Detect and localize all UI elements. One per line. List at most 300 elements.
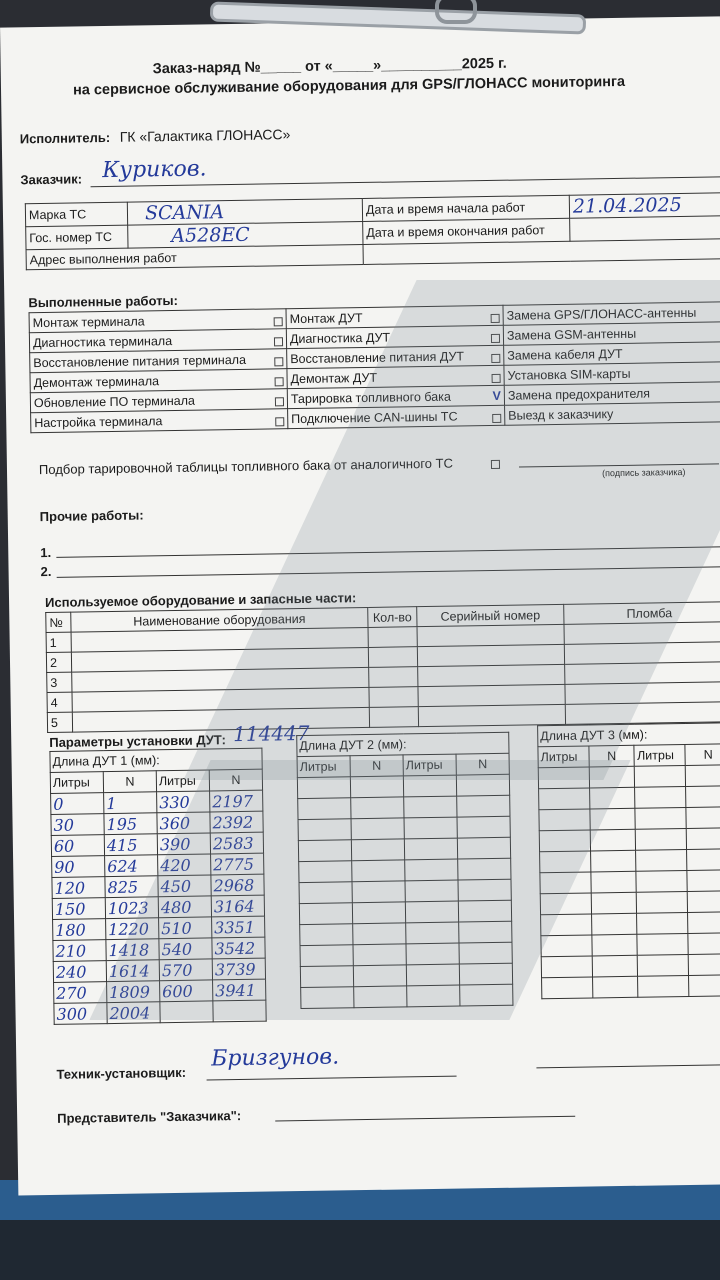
checkbox[interactable] bbox=[275, 377, 284, 386]
liters-header: Литры bbox=[634, 744, 685, 766]
n-header: N bbox=[456, 753, 509, 775]
work-label: Тарировка топливного бака bbox=[290, 389, 451, 406]
dut-empty-cell bbox=[406, 964, 459, 986]
plate-label: Гос. номер ТС bbox=[26, 225, 128, 250]
dut-empty-cell bbox=[637, 933, 688, 955]
dut1-cell bbox=[106, 918, 159, 940]
dut-empty-cell bbox=[541, 956, 592, 978]
dut1-cell bbox=[54, 982, 107, 1004]
equipment-cell bbox=[72, 707, 369, 732]
dut-empty-cell bbox=[635, 765, 686, 787]
work-label: Демонтаж терминала bbox=[33, 373, 160, 390]
dut-empty-cell bbox=[687, 828, 720, 850]
dut1-cell bbox=[158, 854, 211, 876]
dut-empty-cell bbox=[459, 963, 512, 985]
work-item bbox=[505, 402, 720, 426]
dut1-label: Длина ДУТ 1 (мм): bbox=[50, 748, 262, 772]
dut1-value: 3351 bbox=[214, 917, 256, 937]
dut1-value: 2968 bbox=[213, 875, 255, 895]
dut1-cell bbox=[211, 853, 264, 875]
dut1-value: 3739 bbox=[214, 959, 256, 979]
dut-empty-cell bbox=[457, 837, 510, 859]
dut-empty-cell bbox=[353, 965, 406, 987]
dut-empty-cell bbox=[457, 795, 510, 817]
dut1-value: 2197 bbox=[212, 791, 254, 811]
dut1-value: 415 bbox=[106, 835, 138, 855]
dut2-table bbox=[296, 732, 513, 1009]
checkbox[interactable] bbox=[491, 313, 500, 322]
representative-line bbox=[275, 1116, 575, 1122]
dut1-value: 330 bbox=[159, 792, 190, 812]
dut1-cell bbox=[212, 937, 265, 959]
dut-empty-cell bbox=[354, 986, 407, 1008]
dut1-value: 240 bbox=[55, 961, 87, 982]
work-label: Монтаж терминала bbox=[32, 313, 145, 330]
dut-empty-cell bbox=[298, 798, 351, 820]
work-label: Восстановление питания ДУТ bbox=[290, 348, 465, 366]
dut-serial: 114447 bbox=[232, 720, 310, 747]
dut1-value: 825 bbox=[107, 877, 139, 897]
dut-empty-cell bbox=[403, 775, 456, 797]
dut1-cell bbox=[210, 811, 263, 833]
dut-empty-cell bbox=[539, 830, 590, 852]
dut-empty-cell bbox=[352, 902, 405, 924]
dut1-cell bbox=[104, 834, 157, 856]
dut1-value: 195 bbox=[106, 814, 138, 834]
n-header: N bbox=[589, 745, 635, 767]
equipment-cell bbox=[565, 662, 720, 685]
row-number: 4 bbox=[47, 692, 72, 712]
dut1-cell bbox=[107, 1002, 160, 1024]
dut1-cell bbox=[104, 792, 157, 814]
row-number: 1 bbox=[46, 632, 71, 652]
dut1-value: 180 bbox=[55, 919, 86, 940]
equipment-cell bbox=[565, 702, 720, 725]
plate-value-text: A528EC bbox=[171, 223, 250, 247]
dut1-value: 90 bbox=[54, 857, 75, 877]
other-work-line-2 bbox=[57, 566, 720, 578]
work-label: Монтаж ДУТ bbox=[289, 310, 363, 326]
customer-label: Заказчик: bbox=[20, 171, 83, 188]
checkbox[interactable] bbox=[491, 333, 500, 342]
dut-empty-cell bbox=[688, 891, 720, 913]
dut-empty-cell bbox=[460, 984, 513, 1006]
dut-empty-cell bbox=[297, 777, 350, 799]
dut1-body bbox=[51, 790, 267, 1024]
dut-empty-cell bbox=[590, 829, 636, 851]
dut-empty-cell bbox=[458, 900, 511, 922]
checkbox[interactable] bbox=[274, 317, 283, 326]
dut1-cell bbox=[213, 979, 266, 1001]
dut-empty-cell bbox=[637, 912, 688, 934]
dut-empty-cell bbox=[406, 922, 459, 944]
address-label: Адрес выполнения работ bbox=[26, 244, 363, 269]
dut1-cell bbox=[157, 791, 210, 813]
dut3-label: Длина ДУТ 3 (мм): bbox=[538, 723, 720, 747]
dut-empty-cell bbox=[407, 985, 460, 1007]
dut1-row bbox=[54, 1000, 266, 1024]
dut-empty-cell bbox=[405, 880, 458, 902]
equipment-cell bbox=[417, 644, 564, 666]
dut-empty-cell bbox=[406, 943, 459, 965]
tech-line-right bbox=[536, 1064, 720, 1068]
start-label: Дата и время начала работ bbox=[362, 195, 569, 221]
dut1-value: 1809 bbox=[109, 981, 151, 1002]
work-label: Обновление ПО терминала bbox=[33, 393, 196, 410]
dut-empty-cell bbox=[299, 882, 352, 904]
dut1-cell bbox=[212, 916, 265, 938]
dut-empty-cell bbox=[686, 807, 720, 829]
brand-label: Марка ТС bbox=[25, 202, 127, 227]
equipment-header: Серийный номер bbox=[417, 604, 564, 626]
dut1-cell bbox=[105, 876, 158, 898]
dut3-body bbox=[538, 765, 720, 999]
executor-value: ГК «Галактика ГЛОНАСС» bbox=[119, 126, 291, 145]
dut-empty-cell bbox=[351, 839, 404, 861]
dut-empty-cell bbox=[456, 774, 509, 796]
liters-header: Литры bbox=[156, 770, 209, 792]
dut1-value: 2392 bbox=[212, 812, 254, 832]
dut-empty-cell bbox=[542, 977, 593, 999]
dut-empty-cell bbox=[298, 840, 351, 862]
checkbox[interactable] bbox=[274, 337, 283, 346]
dut-empty-row bbox=[542, 975, 720, 999]
customer-value: Куриков. bbox=[102, 156, 207, 184]
dut1-cell bbox=[106, 939, 159, 961]
dut-empty-cell bbox=[686, 765, 720, 787]
checkbox[interactable] bbox=[274, 357, 283, 366]
dut1-cell bbox=[160, 980, 213, 1002]
dut-empty-cell bbox=[637, 891, 688, 913]
equipment-cell bbox=[418, 704, 565, 726]
equipment-cell bbox=[564, 622, 720, 645]
work-order-sheet bbox=[0, 16, 720, 1195]
clip-bar bbox=[210, 1, 586, 34]
n-header: N bbox=[103, 771, 156, 793]
dut-empty-cell bbox=[458, 879, 511, 901]
dut-empty-cell bbox=[299, 861, 352, 883]
other-work-2: 2. bbox=[40, 563, 52, 580]
dut1-cell bbox=[107, 981, 160, 1003]
end-value bbox=[570, 216, 720, 241]
dut1-value: 1023 bbox=[107, 897, 149, 918]
equipment-cell bbox=[418, 664, 565, 686]
dut1-value: 1418 bbox=[108, 939, 150, 960]
dut-empty-row bbox=[301, 984, 513, 1008]
tech-signature: Бризгунов. bbox=[211, 1044, 340, 1072]
dut-empty-cell bbox=[298, 819, 351, 841]
dut1-value: 60 bbox=[53, 836, 75, 856]
dut-empty-cell bbox=[405, 859, 458, 881]
dut-empty-cell bbox=[590, 850, 636, 872]
n-header: N bbox=[209, 769, 262, 791]
dut-empty-cell bbox=[539, 788, 590, 810]
work-label: Выезд к заказчику bbox=[508, 406, 614, 423]
dut-empty-cell bbox=[405, 901, 458, 923]
work-label: Установка SIM-карты bbox=[507, 366, 631, 383]
dut-empty-cell bbox=[638, 954, 689, 976]
dut1-value: 30 bbox=[53, 815, 75, 835]
checkbox[interactable] bbox=[491, 353, 500, 362]
address-value bbox=[363, 239, 720, 265]
work-label: Диагностика терминала bbox=[32, 333, 173, 350]
dut-empty-row bbox=[539, 786, 720, 810]
equipment-cell bbox=[369, 687, 418, 708]
tariff-selection-checkbox[interactable] bbox=[491, 460, 500, 469]
dut-empty-row bbox=[541, 912, 720, 936]
work-label: Замена предохранителя bbox=[507, 385, 651, 403]
dut-empty-cell bbox=[350, 776, 403, 798]
dut-empty-cell bbox=[687, 849, 720, 871]
work-label: Настройка терминала bbox=[34, 413, 163, 430]
dut1-cell bbox=[157, 812, 210, 834]
dut1-cell bbox=[105, 855, 158, 877]
liters-header: Литры bbox=[50, 772, 103, 794]
dut1-cell bbox=[159, 938, 212, 960]
dut-empty-cell bbox=[353, 944, 406, 966]
dut-empty-cell bbox=[589, 787, 635, 809]
dut-empty-cell bbox=[638, 975, 689, 997]
checkbox[interactable] bbox=[275, 397, 284, 406]
dut1-cell bbox=[52, 898, 105, 920]
liters-header: Литры bbox=[538, 746, 589, 768]
clipboard-clip bbox=[200, 0, 590, 50]
dut1-value: 1614 bbox=[108, 960, 150, 981]
dut-empty-cell bbox=[589, 766, 635, 788]
dut-empty-cell bbox=[688, 912, 720, 934]
n-header: N bbox=[685, 744, 720, 766]
dut1-value: 510 bbox=[161, 918, 192, 938]
work-item bbox=[31, 409, 288, 433]
checkbox[interactable] bbox=[492, 373, 501, 382]
equipment-header: № bbox=[46, 612, 71, 632]
representative-label: Представитель "Заказчика": bbox=[57, 1108, 242, 1126]
equipment-cell bbox=[368, 627, 417, 648]
dut-empty-cell bbox=[689, 954, 720, 976]
dut-empty-cell bbox=[300, 945, 353, 967]
start-value-text: 21.04.2025 bbox=[572, 193, 682, 218]
dut1-cell bbox=[213, 1000, 266, 1022]
dut1-cell bbox=[53, 919, 106, 941]
dut1-value: 210 bbox=[55, 940, 87, 961]
dut-empty-cell bbox=[689, 975, 720, 997]
work-label: Замена кабеля ДУТ bbox=[507, 346, 623, 363]
dut-empty-cell bbox=[351, 797, 404, 819]
dut3-table bbox=[537, 722, 720, 999]
equipment-cell bbox=[368, 647, 417, 668]
dut-empty-cell bbox=[636, 828, 687, 850]
dut1-value: 120 bbox=[54, 877, 86, 898]
dut1-value: 600 bbox=[162, 981, 193, 1001]
dut1-cell bbox=[52, 856, 105, 878]
liters-header: Литры bbox=[403, 754, 456, 776]
work-label: Замена GPS/ГЛОНАСС-антенны bbox=[506, 305, 697, 323]
clip-ring bbox=[435, 0, 477, 24]
works-title: Выполненные работы: bbox=[28, 292, 179, 311]
dut1-value: 2004 bbox=[109, 1002, 151, 1023]
work-label: Диагностика ДУТ bbox=[289, 330, 391, 346]
dut1-value: 1220 bbox=[108, 918, 150, 939]
checkbox[interactable] bbox=[275, 417, 284, 426]
dut1-value: 480 bbox=[160, 897, 192, 917]
work-label: Замена GSM-антенны bbox=[506, 326, 637, 343]
checkbox[interactable] bbox=[492, 413, 501, 422]
dut1-value: 420 bbox=[160, 855, 191, 875]
dut1-value: 570 bbox=[161, 960, 193, 980]
dut-empty-cell bbox=[592, 934, 638, 956]
dut-empty-cell bbox=[688, 933, 720, 955]
form-subtitle: на сервисное обслуживание оборудования для GPS/ГЛОНАСС мониторинга bbox=[72, 73, 626, 99]
dut1-cell bbox=[160, 1001, 213, 1023]
dut-empty-cell bbox=[590, 808, 636, 830]
dut1-cell bbox=[105, 897, 158, 919]
equipment-cell bbox=[564, 642, 720, 665]
dut1-cell bbox=[210, 790, 263, 812]
dut1-cell bbox=[158, 875, 211, 897]
end-label: Дата и время окончания работ bbox=[363, 218, 570, 244]
dut1-cell bbox=[159, 959, 212, 981]
dut-empty-row bbox=[539, 807, 720, 831]
dut1-cell bbox=[212, 958, 265, 980]
dut1-cell bbox=[51, 835, 104, 857]
dut-empty-cell bbox=[540, 872, 591, 894]
dut1-cell bbox=[158, 896, 211, 918]
tariff-selection-label: Подбор тарировочной таблицы топливного бака от аналогичного ТС bbox=[38, 455, 454, 478]
seat-fabric bbox=[0, 1220, 720, 1280]
dut-empty-cell bbox=[301, 987, 354, 1009]
dut1-value: 300 bbox=[56, 1003, 88, 1024]
dut-empty-cell bbox=[592, 976, 638, 998]
executor-label: Исполнитель: bbox=[19, 129, 111, 147]
dut1-cell bbox=[53, 961, 106, 983]
dut-empty-cell bbox=[591, 871, 637, 893]
dut-empty-row bbox=[540, 891, 720, 915]
dut-empty-cell bbox=[404, 796, 457, 818]
dut1-value: 1 bbox=[106, 793, 117, 813]
dut-empty-cell bbox=[404, 838, 457, 860]
dut-empty-row bbox=[540, 849, 720, 873]
dut2-body bbox=[297, 774, 513, 1008]
other-work-line-1 bbox=[56, 546, 720, 558]
dut1-value: 540 bbox=[161, 939, 193, 959]
dut-empty-cell bbox=[687, 870, 720, 892]
tech-line bbox=[207, 1076, 457, 1081]
dut-empty-cell bbox=[459, 942, 512, 964]
equipment-cell bbox=[369, 667, 418, 688]
dut1-value: 390 bbox=[159, 834, 191, 854]
dut-empty-cell bbox=[458, 858, 511, 880]
dut1-cell bbox=[106, 960, 159, 982]
dut-empty-cell bbox=[591, 913, 637, 935]
dut-empty-cell bbox=[352, 881, 405, 903]
dut-empty-cell bbox=[300, 924, 353, 946]
dut1-cell bbox=[211, 874, 264, 896]
dut-empty-row bbox=[541, 933, 720, 957]
work-label: Восстановление питания терминала bbox=[33, 352, 247, 370]
dut1-table bbox=[49, 748, 266, 1025]
dut1-value: 2775 bbox=[213, 854, 255, 874]
row-number: 5 bbox=[47, 712, 72, 732]
dut-empty-row bbox=[538, 765, 720, 789]
dut1-cell bbox=[104, 813, 157, 835]
dut-empty-cell bbox=[299, 903, 352, 925]
works-table bbox=[29, 301, 720, 433]
dut-empty-cell bbox=[352, 860, 405, 882]
brand-value-text: SCANIA bbox=[144, 201, 225, 225]
dut1-cell bbox=[51, 793, 104, 815]
equipment-header: Кол-во bbox=[368, 607, 417, 628]
dut-empty-cell bbox=[351, 818, 404, 840]
other-works-title: Прочие работы: bbox=[39, 507, 144, 525]
form-title: Заказ-наряд №_____ от «_____»__________2025 г. bbox=[152, 55, 507, 78]
dut1-value: 624 bbox=[107, 856, 138, 876]
dut1-cell bbox=[52, 877, 105, 899]
checkbox-checked[interactable]: V bbox=[492, 388, 501, 403]
equipment-cell bbox=[417, 624, 564, 646]
dut-empty-cell bbox=[539, 809, 590, 831]
dut1-value: 3941 bbox=[215, 980, 257, 1000]
dut-empty-cell bbox=[538, 767, 589, 789]
dut-empty-cell bbox=[457, 816, 510, 838]
equipment-cell bbox=[418, 684, 565, 706]
dut1-cell bbox=[211, 895, 264, 917]
equipment-cell bbox=[369, 707, 418, 728]
dut1-value: 360 bbox=[159, 813, 191, 833]
dut1-cell bbox=[54, 1003, 107, 1025]
dut-empty-cell bbox=[541, 935, 592, 957]
work-label: Подключение CAN-шины ТС bbox=[291, 409, 458, 426]
vehicle-table bbox=[25, 192, 720, 270]
dut1-value: 0 bbox=[53, 794, 64, 814]
tech-label: Техник-установщик: bbox=[56, 1064, 187, 1082]
dut-empty-row bbox=[539, 828, 720, 852]
n-header: N bbox=[350, 755, 403, 777]
dut1-value: 450 bbox=[160, 876, 192, 896]
dut-empty-row bbox=[540, 870, 720, 894]
dut1-cell bbox=[51, 814, 104, 836]
dut-empty-cell bbox=[540, 893, 591, 915]
start-value bbox=[569, 193, 720, 218]
dut-empty-cell bbox=[686, 786, 720, 808]
dut1-value: 270 bbox=[56, 982, 87, 1003]
dut1-cell bbox=[53, 940, 106, 962]
dut-empty-row bbox=[541, 954, 720, 978]
dut1-value: 2583 bbox=[212, 833, 254, 853]
dut-empty-cell bbox=[592, 955, 638, 977]
dut-title: Параметры установки ДУТ: bbox=[49, 732, 227, 750]
signature-caption: (подпись заказчика) bbox=[602, 466, 686, 479]
dut-empty-cell bbox=[404, 817, 457, 839]
row-number: 3 bbox=[47, 672, 72, 692]
other-work-1: 1. bbox=[40, 544, 52, 561]
liters-header: Литры bbox=[297, 756, 350, 778]
dut-empty-cell bbox=[635, 786, 686, 808]
dut-empty-cell bbox=[541, 914, 592, 936]
equipment-header: Наименование оборудования bbox=[71, 607, 368, 632]
dut2-label: Длина ДУТ 2 (мм): bbox=[297, 732, 509, 756]
row-number: 2 bbox=[46, 652, 71, 672]
equipment-table bbox=[45, 601, 720, 733]
dut1-cell bbox=[157, 833, 210, 855]
dut1-value: 3542 bbox=[214, 938, 256, 958]
dut-empty-cell bbox=[636, 870, 687, 892]
equipment-header: Пломба bbox=[564, 602, 720, 625]
work-item bbox=[288, 405, 505, 428]
dut-empty-cell bbox=[540, 851, 591, 873]
dut-empty-cell bbox=[300, 966, 353, 988]
dut-empty-cell bbox=[636, 849, 687, 871]
dut1-value: 3164 bbox=[213, 896, 255, 916]
